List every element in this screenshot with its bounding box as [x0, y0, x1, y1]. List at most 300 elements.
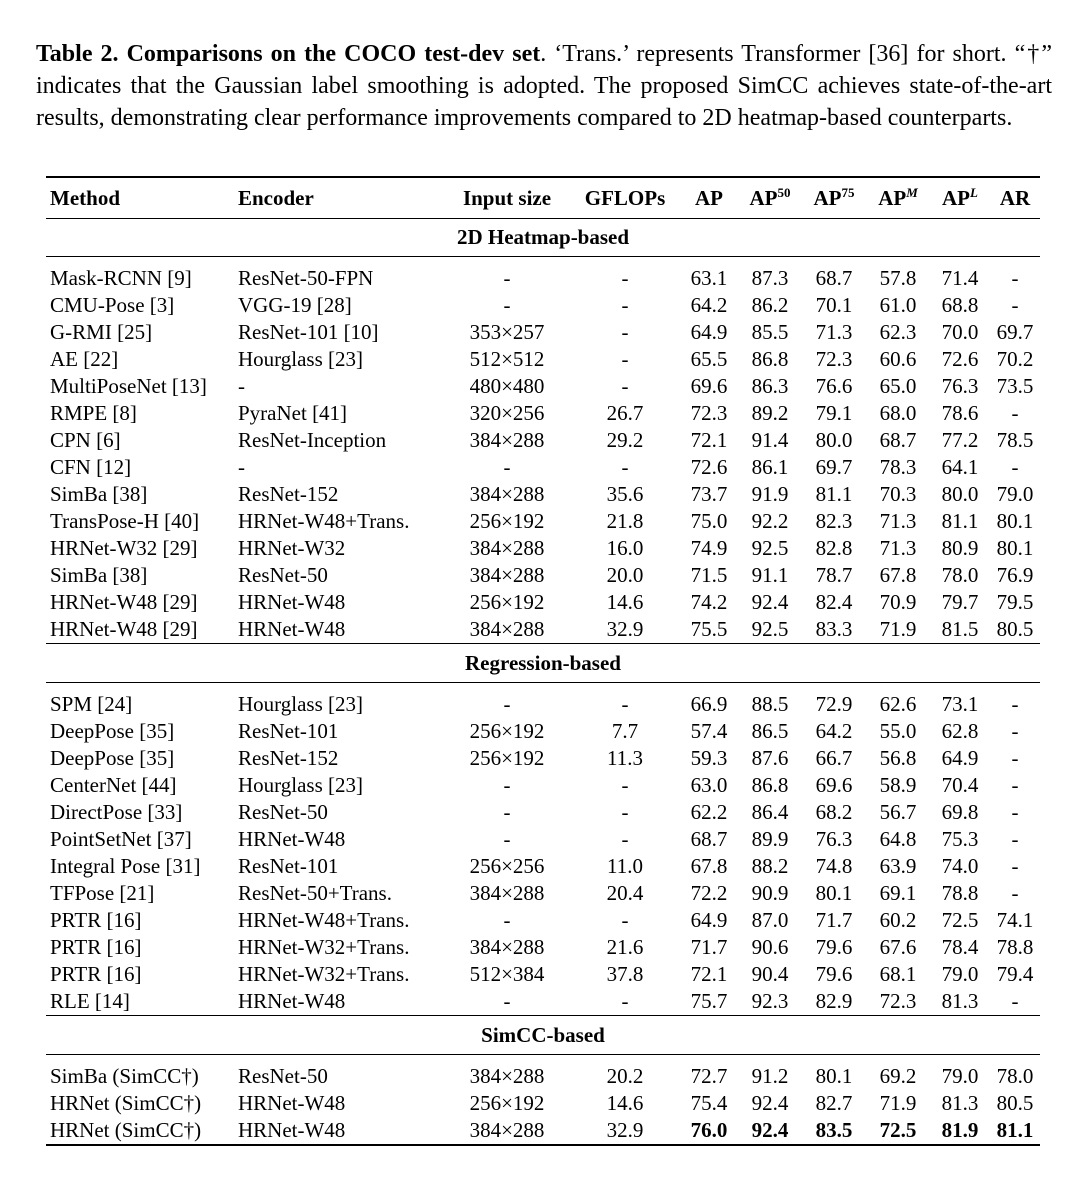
- cell-ar: 70.2: [996, 347, 1034, 371]
- cell-ap: 68.7: [690, 827, 728, 851]
- cell-encoder: HRNet-W48+Trans.: [238, 908, 410, 932]
- cell-apm: 78.3: [879, 455, 917, 479]
- cell-ap50: 90.6: [751, 935, 789, 959]
- cell-input-size: 256×192: [469, 1091, 545, 1115]
- cell-ap75: 72.9: [815, 692, 853, 716]
- cell-ap75: 69.7: [815, 455, 853, 479]
- cell-input-size: -: [503, 827, 511, 851]
- cell-input-size: 512×384: [469, 962, 545, 986]
- cell-encoder: HRNet-W32: [238, 536, 346, 560]
- cell-encoder: -: [238, 374, 245, 398]
- spacer-cell: [46, 1055, 1040, 1064]
- cell-input-size: 480×480: [469, 374, 545, 398]
- cell-method: PRTR [16]: [50, 962, 142, 986]
- cell-ap50: 86.5: [751, 719, 789, 743]
- cell-ap50: 92.2: [751, 509, 789, 533]
- cell-method: CFN [12]: [50, 455, 132, 479]
- cell-gflops: 11.3: [607, 746, 643, 770]
- cell-ap50: 86.8: [751, 773, 789, 797]
- cell-apm: 72.5: [866, 1117, 930, 1145]
- cell-encoder: Hourglass [23]: [238, 692, 364, 716]
- cell-ar: -: [1011, 881, 1019, 905]
- cell-encoder: PyraNet [41]: [238, 401, 348, 425]
- cell-ap: 72.6: [690, 455, 728, 479]
- cell-input-size: -: [503, 692, 511, 716]
- cell-ap: 74.2: [690, 590, 728, 614]
- cell-gflops: 7.7: [611, 719, 639, 743]
- cell-ap75: 80.1: [815, 1064, 853, 1088]
- cell-ap75: 82.8: [815, 536, 853, 560]
- cell-encoder: VGG-19 [28]: [238, 293, 352, 317]
- cell-ar: 78.0: [996, 1064, 1034, 1088]
- cell-method: SimBa [38]: [50, 482, 148, 506]
- cell-ar: -: [1011, 854, 1019, 878]
- cell-ap75: 79.6: [815, 935, 853, 959]
- cell-input-size: 256×192: [469, 509, 545, 533]
- cell-encoder: HRNet-W48: [234, 1117, 444, 1145]
- cell-ap: 57.4: [690, 719, 728, 743]
- cell-gflops: -: [621, 293, 629, 317]
- cell-ar: 78.5: [996, 428, 1034, 452]
- cell-ar: 79.5: [996, 590, 1034, 614]
- cell-input-size: 256×192: [469, 719, 545, 743]
- cell-ap: 62.2: [690, 800, 728, 824]
- cell-apl: 81.1: [941, 509, 979, 533]
- cell-apl: 70.4: [941, 773, 979, 797]
- table-row: [46, 481, 1040, 508]
- cell-input-size: 384×288: [469, 935, 545, 959]
- cell-ap75: 71.3: [815, 320, 853, 344]
- table-row: [46, 373, 1040, 400]
- cell-ap75: 68.7: [815, 266, 853, 290]
- cell-method: MultiPoseNet [13]: [50, 374, 207, 398]
- cell-ap50: 86.8: [751, 347, 789, 371]
- table-row: [46, 427, 1040, 454]
- cell-apm: 62.3: [879, 320, 917, 344]
- cell-input-size: 256×192: [469, 746, 545, 770]
- cell-ap: 72.2: [690, 881, 728, 905]
- cell-gflops: -: [621, 908, 629, 932]
- cell-apl: 76.3: [941, 374, 979, 398]
- cell-gflops: 35.6: [606, 482, 644, 506]
- cell-ar: 80.5: [990, 616, 1040, 644]
- cell-apm: 70.3: [879, 482, 917, 506]
- cell-ap50: 87.3: [751, 266, 789, 290]
- cell-ap75: 79.1: [815, 401, 853, 425]
- cell-encoder: ResNet-50: [238, 800, 328, 824]
- cell-method: CPN [6]: [50, 428, 121, 452]
- cell-ap50: 92.5: [738, 616, 802, 644]
- header-apl: [930, 177, 990, 219]
- table-row: [46, 799, 1040, 826]
- cell-gflops: -: [621, 374, 629, 398]
- cell-method: PRTR [16]: [50, 935, 142, 959]
- table-row: [46, 508, 1040, 535]
- cell-gflops: 20.2: [606, 1064, 644, 1088]
- table-row: [46, 454, 1040, 481]
- table-row: [46, 589, 1040, 616]
- cell-encoder: ResNet-152: [238, 482, 339, 506]
- section-header-row: [46, 644, 1040, 683]
- cell-gflops: 37.8: [606, 962, 644, 986]
- cell-ap75: 71.7: [815, 908, 853, 932]
- cell-method: DirectPose [33]: [50, 800, 183, 824]
- cell-ap: 71.7: [690, 935, 728, 959]
- cell-input-size: -: [503, 455, 511, 479]
- cell-encoder: ResNet-101: [238, 719, 339, 743]
- cell-input-size: 384×288: [444, 1117, 570, 1145]
- cell-ap: 66.9: [690, 692, 728, 716]
- table-row: [46, 853, 1040, 880]
- cell-encoder: ResNet-101: [238, 854, 339, 878]
- cell-apm: 68.7: [879, 428, 917, 452]
- table-row: [46, 745, 1040, 772]
- cell-ap75: 80.0: [815, 428, 853, 452]
- cell-ap50: 91.1: [751, 563, 789, 587]
- cell-ar: 79.0: [996, 482, 1034, 506]
- cell-ap: 75.5: [680, 616, 738, 644]
- cell-ap: 72.7: [690, 1064, 728, 1088]
- cell-gflops: -: [621, 827, 629, 851]
- cell-apm: 65.0: [879, 374, 917, 398]
- cell-ar: 80.5: [996, 1091, 1034, 1115]
- cell-method: TFPose [21]: [50, 881, 155, 905]
- spacer-cell: [46, 257, 1040, 266]
- cell-apl: 74.0: [941, 854, 979, 878]
- header-gflops: GFLOPs: [570, 177, 680, 219]
- cell-ap: 63.1: [690, 266, 728, 290]
- table-row: [46, 1063, 1040, 1090]
- caption-lead: Table 2. Comparisons on the COCO test-dev set: [36, 41, 541, 67]
- cell-apl: 71.4: [941, 266, 979, 290]
- cell-ap50: 91.4: [751, 428, 789, 452]
- cell-gflops: 32.9: [570, 616, 680, 644]
- cell-encoder: -: [238, 455, 245, 479]
- section-spacer: [46, 683, 1040, 692]
- table-row: [46, 562, 1040, 589]
- cell-apm: 55.0: [879, 719, 917, 743]
- cell-encoder: ResNet-50: [238, 1064, 328, 1088]
- cell-input-size: -: [503, 908, 511, 932]
- cell-ap75: 82.4: [815, 590, 853, 614]
- cell-method: TransPose-H [40]: [50, 509, 200, 533]
- cell-ap50: 92.5: [751, 536, 789, 560]
- header-method: Method: [46, 177, 234, 219]
- cell-input-size: 384×288: [469, 1064, 545, 1088]
- table-caption: [36, 38, 1052, 134]
- cell-ap75: 83.3: [802, 616, 866, 644]
- cell-ap50: 92.4: [751, 590, 789, 614]
- section-title: Regression-based: [46, 644, 1040, 683]
- cell-apl: 80.9: [941, 536, 979, 560]
- cell-apl: 62.8: [941, 719, 979, 743]
- cell-input-size: 256×256: [469, 854, 545, 878]
- cell-ap50: 87.0: [751, 908, 789, 932]
- cell-encoder: ResNet-50-FPN: [238, 266, 374, 290]
- cell-method: CenterNet [44]: [50, 773, 177, 797]
- section-header-row: [46, 1016, 1040, 1055]
- cell-gflops: 20.4: [606, 881, 644, 905]
- cell-ap50: 89.2: [751, 401, 789, 425]
- cell-gflops: 14.6: [606, 590, 644, 614]
- cell-apm: 67.8: [879, 563, 917, 587]
- cell-ar: 80.1: [996, 509, 1034, 533]
- cell-ar: -: [1011, 293, 1019, 317]
- cell-ap: 72.3: [690, 401, 728, 425]
- cell-apl: 78.8: [941, 881, 979, 905]
- cell-gflops: 32.9: [570, 1117, 680, 1145]
- cell-encoder: HRNet-W48: [234, 988, 444, 1016]
- cell-ap75: 68.2: [815, 800, 853, 824]
- table-header-row: [46, 177, 1040, 219]
- cell-ap75: 66.7: [815, 746, 853, 770]
- cell-ar: 73.5: [996, 374, 1034, 398]
- cell-method: HRNet-W48 [29]: [50, 590, 198, 614]
- cell-method: Integral Pose [31]: [50, 854, 201, 878]
- cell-ap50: 90.4: [751, 962, 789, 986]
- cell-input-size: 384×288: [469, 563, 545, 587]
- cell-apm: 69.1: [879, 881, 917, 905]
- cell-gflops: 21.8: [606, 509, 644, 533]
- cell-ap: 72.1: [690, 962, 728, 986]
- header-ap75-sup: 75: [841, 185, 855, 200]
- cell-ap: 75.4: [690, 1091, 728, 1115]
- cell-apm: 71.9: [866, 616, 930, 644]
- cell-method: DeepPose [35]: [50, 746, 175, 770]
- cell-encoder: ResNet-50: [238, 563, 328, 587]
- cell-ap50: 88.2: [751, 854, 789, 878]
- cell-ar: 81.1: [990, 1117, 1040, 1145]
- cell-method: SimBa (SimCC†): [50, 1064, 199, 1088]
- cell-gflops: -: [621, 800, 629, 824]
- cell-ap50: 92.4: [738, 1117, 802, 1145]
- table-body: [46, 219, 1040, 1146]
- cell-ap50: 85.5: [751, 320, 789, 344]
- header-ap50-base: AP: [749, 186, 778, 210]
- cell-gflops: -: [621, 455, 629, 479]
- cell-apm: 72.3: [866, 988, 930, 1016]
- cell-encoder: HRNet-W32+Trans.: [238, 935, 410, 959]
- cell-encoder: HRNet-W48: [234, 616, 444, 644]
- cell-apl: 81.3: [930, 988, 990, 1016]
- caption-text: . ‘Trans.’ represents Transformer [36] for short. “†” indicates that the Gaussian label smoothing is adopted. The proposed SimCC achieves state-of-the-art results, demonstrating clear performance improvements compared to 2D heatmap-based counterparts.: [36, 41, 1052, 131]
- cell-apm: 56.7: [879, 800, 917, 824]
- table-row: [46, 535, 1040, 562]
- cell-encoder: ResNet-50+Trans.: [238, 881, 392, 905]
- cell-ap75: 64.2: [815, 719, 853, 743]
- table-row: [46, 292, 1040, 319]
- header-ap75: [802, 177, 866, 219]
- header-input-size: Input size: [444, 177, 570, 219]
- results-table: [46, 176, 1040, 1146]
- cell-gflops: 11.0: [607, 854, 643, 878]
- section-title: 2D Heatmap-based: [46, 219, 1040, 257]
- cell-gflops: -: [621, 692, 629, 716]
- table-row: [46, 265, 1040, 292]
- table-row: [46, 400, 1040, 427]
- cell-ar: 74.1: [996, 908, 1034, 932]
- cell-gflops: 26.7: [606, 401, 644, 425]
- cell-method: G-RMI [25]: [50, 320, 153, 344]
- header-ap75-base: AP: [813, 186, 842, 210]
- cell-input-size: -: [503, 266, 511, 290]
- cell-ap: 71.5: [690, 563, 728, 587]
- cell-apl: 73.1: [941, 692, 979, 716]
- cell-ap50: 91.9: [751, 482, 789, 506]
- cell-method: SPM [24]: [50, 692, 133, 716]
- header-ap50: [738, 177, 802, 219]
- cell-apm: 60.2: [879, 908, 917, 932]
- table-row: [46, 1117, 1040, 1145]
- cell-apl: 70.0: [941, 320, 979, 344]
- cell-ar: 79.4: [996, 962, 1034, 986]
- cell-apl: 79.0: [941, 1064, 979, 1088]
- cell-ap: 74.9: [690, 536, 728, 560]
- cell-ap50: 92.3: [738, 988, 802, 1016]
- cell-ap50: 86.1: [751, 455, 789, 479]
- cell-apl: 81.9: [930, 1117, 990, 1145]
- table-row: [46, 346, 1040, 373]
- cell-apm: 64.8: [879, 827, 917, 851]
- cell-ar: -: [1011, 827, 1019, 851]
- cell-encoder: ResNet-101 [10]: [238, 320, 379, 344]
- cell-apl: 79.0: [941, 962, 979, 986]
- table-row: [46, 691, 1040, 718]
- header-apm-sup: M: [906, 185, 918, 200]
- cell-ap: 59.3: [690, 746, 728, 770]
- cell-ap: 64.9: [690, 908, 728, 932]
- cell-ap75: 79.6: [815, 962, 853, 986]
- cell-input-size: 384×288: [469, 428, 545, 452]
- cell-input-size: 384×288: [469, 881, 545, 905]
- table-row: [46, 961, 1040, 988]
- cell-input-size: 256×192: [469, 590, 545, 614]
- table-row: [46, 934, 1040, 961]
- cell-apm: 71.3: [879, 509, 917, 533]
- cell-ap50: 88.5: [751, 692, 789, 716]
- cell-method: HRNet (SimCC†): [46, 1117, 234, 1145]
- cell-encoder: HRNet-W32+Trans.: [238, 962, 410, 986]
- cell-ap: 64.2: [690, 293, 728, 317]
- cell-input-size: -: [503, 293, 511, 317]
- cell-apm: 70.9: [879, 590, 917, 614]
- cell-ap75: 78.7: [815, 563, 853, 587]
- cell-ar: 80.1: [996, 536, 1034, 560]
- cell-ap: 73.7: [690, 482, 728, 506]
- cell-apl: 68.8: [941, 293, 979, 317]
- cell-ar: -: [1011, 692, 1019, 716]
- results-table-wrapper: [46, 176, 1040, 1146]
- cell-input-size: 384×288: [444, 616, 570, 644]
- cell-ar: -: [990, 988, 1040, 1016]
- table-row: [46, 880, 1040, 907]
- cell-apl: 78.0: [941, 563, 979, 587]
- cell-encoder: ResNet-Inception: [238, 428, 387, 452]
- cell-ar: -: [1011, 401, 1019, 425]
- cell-method: Mask-RCNN [9]: [50, 266, 192, 290]
- section-header-row: [46, 219, 1040, 257]
- cell-gflops: 16.0: [606, 536, 644, 560]
- cell-apm: 68.0: [879, 401, 917, 425]
- cell-gflops: 29.2: [606, 428, 644, 452]
- cell-ap75: 82.3: [815, 509, 853, 533]
- cell-ap50: 91.2: [751, 1064, 789, 1088]
- cell-ap50: 92.4: [751, 1091, 789, 1115]
- cell-gflops: -: [570, 988, 680, 1016]
- cell-encoder: HRNet-W48+Trans.: [238, 509, 410, 533]
- table-row: [46, 772, 1040, 799]
- cell-ap50: 86.2: [751, 293, 789, 317]
- cell-apm: 62.6: [879, 692, 917, 716]
- cell-encoder: HRNet-W48: [238, 590, 346, 614]
- cell-gflops: -: [621, 320, 629, 344]
- section-title: SimCC-based: [46, 1016, 1040, 1055]
- cell-input-size: 384×288: [469, 482, 545, 506]
- header-apm: [866, 177, 930, 219]
- cell-gflops: -: [621, 266, 629, 290]
- cell-input-size: -: [503, 773, 511, 797]
- cell-encoder: HRNet-W48: [238, 827, 346, 851]
- cell-apl: 72.6: [941, 347, 979, 371]
- spacer-cell: [46, 683, 1040, 692]
- cell-apm: 57.8: [879, 266, 917, 290]
- cell-apl: 77.2: [941, 428, 979, 452]
- cell-ap75: 82.9: [802, 988, 866, 1016]
- cell-apl: 80.0: [941, 482, 979, 506]
- cell-input-size: 320×256: [469, 401, 545, 425]
- header-apl-base: AP: [942, 186, 971, 210]
- cell-apl: 75.3: [941, 827, 979, 851]
- cell-apl: 69.8: [941, 800, 979, 824]
- cell-method: PRTR [16]: [50, 908, 142, 932]
- table-row: [46, 1090, 1040, 1117]
- cell-apl: 79.7: [941, 590, 979, 614]
- cell-ap: 75.0: [690, 509, 728, 533]
- cell-ap50: 90.9: [751, 881, 789, 905]
- header-apl-sup: L: [970, 185, 978, 200]
- cell-apl: 72.5: [941, 908, 979, 932]
- header-ap50-sup: 50: [777, 185, 791, 200]
- cell-input-size: 512×512: [469, 347, 545, 371]
- cell-ap: 72.1: [690, 428, 728, 452]
- cell-ap75: 76.6: [815, 374, 853, 398]
- cell-ap: 65.5: [690, 347, 728, 371]
- cell-ap50: 86.4: [751, 800, 789, 824]
- header-ar: AR: [990, 177, 1040, 219]
- cell-apl: 81.5: [930, 616, 990, 644]
- cell-ar: -: [1011, 455, 1019, 479]
- cell-input-size: 353×257: [469, 320, 545, 344]
- cell-ap: 63.0: [690, 773, 728, 797]
- cell-ap75: 74.8: [815, 854, 853, 878]
- cell-apm: 71.9: [879, 1091, 917, 1115]
- cell-method: CMU-Pose [3]: [50, 293, 175, 317]
- cell-apm: 69.2: [879, 1064, 917, 1088]
- table-row: [46, 616, 1040, 644]
- cell-ar: 76.9: [996, 563, 1034, 587]
- cell-apl: 81.3: [941, 1091, 979, 1115]
- cell-apm: 61.0: [879, 293, 917, 317]
- cell-ar: -: [1011, 719, 1019, 743]
- cell-ap75: 69.6: [815, 773, 853, 797]
- cell-ar: 69.7: [996, 320, 1034, 344]
- cell-ap50: 87.6: [751, 746, 789, 770]
- cell-input-size: -: [503, 800, 511, 824]
- cell-apl: 78.4: [941, 935, 979, 959]
- cell-ap: 75.7: [680, 988, 738, 1016]
- cell-apm: 60.6: [879, 347, 917, 371]
- section-spacer: [46, 257, 1040, 266]
